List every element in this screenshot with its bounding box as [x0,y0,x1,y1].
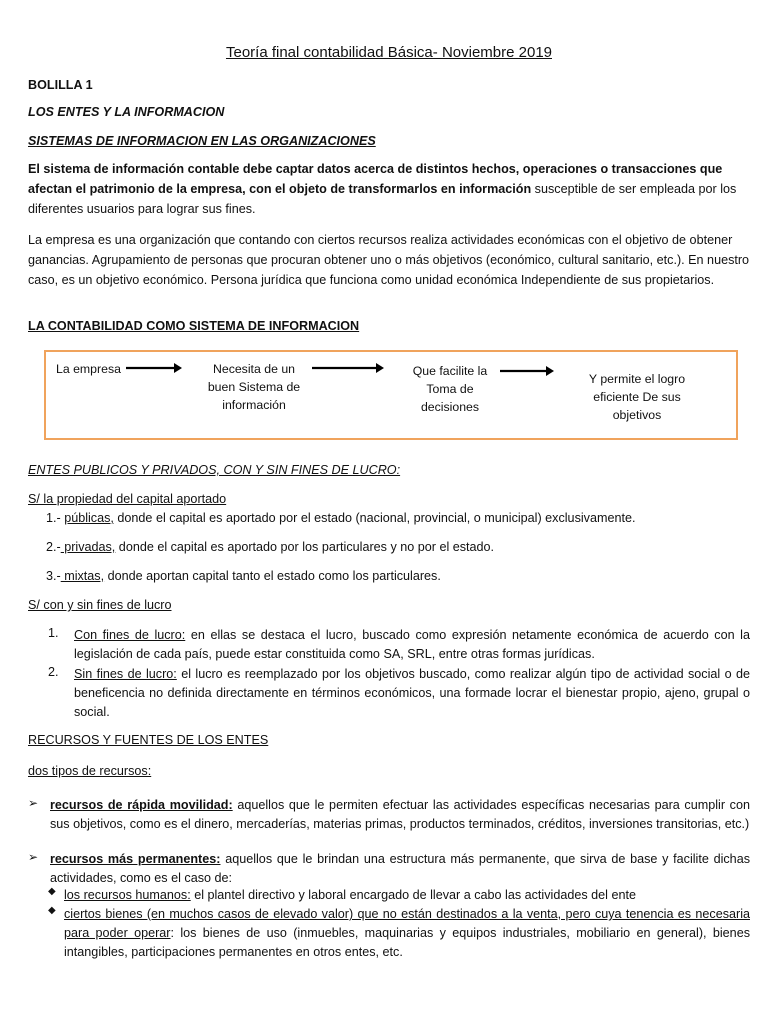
section-heading-recursos: RECURSOS Y FUENTES DE LOS ENTES [28,733,269,747]
paragraph-bold-part: El sistema de información contable debe captar datos acerca de distintos hechos, operaciones o transacciones que afectan el patrimonio de la empresa, con el objeto de transformarlos en información [28,162,723,196]
item-number: 2. [48,665,59,679]
item-term: Sin fines de lucro: [74,667,177,681]
diamond-bullet-icon: ◆ [48,886,56,897]
paragraph-rest-part: susceptible de ser empleada por los diferentes usuarios para lograr sus fines. [28,182,737,216]
document-title: Teoría final contabilidad Básica- Noviembre 2019 [225,44,552,61]
item-text-block [50,850,750,888]
flow-step-sistema: Necesita de un buen Sistema de información [207,362,301,412]
arrowhead-bullet-icon: ➢ [28,796,39,810]
list-item [46,540,494,554]
paragraph-sistema-informacion [28,159,750,219]
item-text-block [64,905,750,962]
item-text: el lucro es reemplazado por los objetivos buscado, como realizar algún tipo de actividad social o de beneficencia no definida directamente en términos económicos, una formade locrar el bienestar propio, ajeno, grupal o social. [74,667,750,719]
paragraph-empresa: La empresa es una organización que contando con ciertos recursos realiza actividades económicas con el objetivo de obtener ganancias. Agrupamiento de personas que procuran obtener uno o más objetivos (económico, cultural sanitario, etc.). En nuestro caso, es un objetivo económico. Persona jurídica que funciona como unidad económica Independiente de sus propietarios. [28,233,750,287]
item-term: privadas, [60,540,116,554]
flow-arrow-icon [498,365,556,377]
item-term: recursos de rápida movilidad: [50,798,233,812]
item-text-block [64,886,750,905]
flow-step-decisiones: Que facilite la Toma de decisiones [412,364,488,414]
item-text: aquellos que le permiten efectuar las actividades específicas necesarias para cumplir con sus objetivos, como es el dinero, mercaderías, materias primas, productos terminados, créditos, inversiones transitorias, etc.) [50,798,750,831]
list-item [46,511,635,525]
subheading-fines: S/ con y sin fines de lucro [28,598,172,612]
item-text: donde aportan capital tanto el estado como los particulares. [104,569,441,583]
section-heading-publicos: ENTES PUBLICOS Y PRIVADOS, CON Y SIN FINES DE LUCRO: [28,463,401,477]
section-heading-contabilidad: LA CONTABILIDAD COMO SISTEMA DE INFORMACION [28,319,360,333]
item-text: en ellas se destaca el lucro, buscado como expresión netamente económica de acuerdo con la legislación de cada país, puede estar constituida como SA, SRL, entre otras formas jurídicas. [74,628,750,661]
item-term: mixtas, [60,569,105,583]
item-term: los recursos humanos: [64,888,191,902]
item-number: 1.- [46,511,61,525]
item-term: Con fines de lucro: [74,628,186,642]
item-number: 1. [48,626,59,640]
item-text-block [74,626,750,664]
flow-step-empresa: La empresa [56,362,121,376]
item-text: : los bienes de uso (inmuebles, maquinarias y equipos industriales, mobiliario en general), bienes intangibles, participaciones permanentes en otros entes, etc. [64,926,750,959]
item-text: el plantel directivo y laboral encargado de llevar a cabo las actividades del ente [190,888,636,902]
item-text-block [50,796,750,834]
item-number: 3.- [46,569,61,583]
item-text: donde el capital es aportado por los particulares y no por el estado. [115,540,495,554]
flow-diagram-box [44,350,738,440]
section-heading-sistemas: SISTEMAS DE INFORMACION EN LAS ORGANIZACIONES [28,134,376,148]
item-text: donde el capital es aportado por el estado (nacional, provincial, o municipal) exclusivamente. [113,511,636,525]
flow-step-objetivos: Y permite el logro eficiente De sus objetivos [588,372,686,422]
item-text-block [74,665,750,722]
section-heading-entes: LOS ENTES Y LA INFORMACION [28,105,225,119]
item-number: 2.- [46,540,61,554]
subheading-tipos: dos tipos de recursos: [28,764,152,778]
diamond-bullet-icon: ◆ [48,905,56,916]
item-term: recursos más permanentes: [50,852,221,866]
subheading-propiedad: S/ la propiedad del capital aportado [28,492,227,506]
item-term: públicas, [64,511,114,525]
bolilla-heading: BOLILLA 1 [28,78,93,92]
arrowhead-bullet-icon: ➢ [28,850,39,864]
list-item [46,569,441,583]
item-text: aquellos que le brindan una estructura más permanente, que sirva de base y facilite dichas actividades, como es el caso de: [50,852,750,885]
flow-arrow-icon [310,362,386,374]
item-term: ciertos bienes (en muchos casos de elevado valor) que no están destinados a la venta, pero cuya tenencia es necesaria para poder operar [64,907,750,940]
flow-arrow-icon [124,362,184,374]
